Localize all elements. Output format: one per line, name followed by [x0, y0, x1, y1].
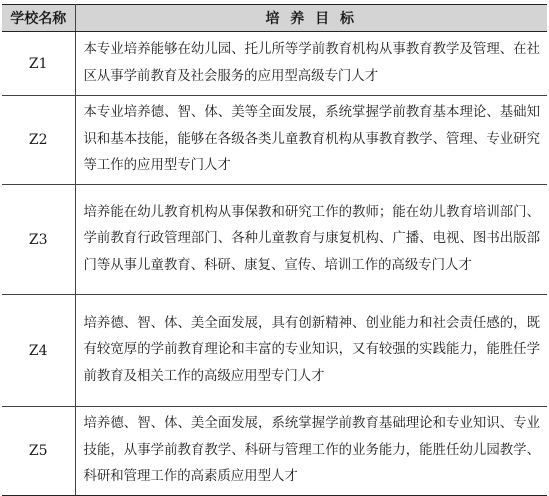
table-header — [2, 5, 547, 32]
training-goal-cell: 培养德、智、体、美全面发展，具有创新精神、创业能力和社会责任感的，既有较宽厚的学前教育理论和丰富的专业知识，又有较强的实践能力，能胜任学前教育及相关工作的高级应用型专门人才 — [75, 295, 547, 407]
training-goals-table — [2, 4, 547, 496]
table-row — [2, 185, 547, 295]
training-goal-cell: 本专业培养德、智、体、美等全面发展，系统掌握学前教育基本理论、基础知识和基本技能，能够在各级各类儿童教育机构从事教育教学、管理、专业研究等工作的应用型专门人才 — [75, 96, 547, 185]
school-code-cell: Z1 — [2, 32, 75, 96]
training-goal-cell: 本专业培养能够在幼儿园、托儿所等学前教育机构从事教育教学及管理、在社区从事学前教育及社会服务的应用型高级专门人才 — [75, 32, 547, 96]
training-goal-cell: 培养能在幼儿教育机构从事保教和研究工作的教师；能在幼儿教育培训部门、学前教育行政管理部门、各种儿童教育与康复机构、广播、电视、图书出版部门等从事儿童教育、科研、康复、宣传、培训工作的高级专门人才 — [75, 185, 547, 295]
header-training-goal: 培 养 目 标 — [75, 5, 547, 32]
school-code-cell: Z5 — [2, 407, 75, 496]
header-school-name: 学校名称 — [2, 5, 75, 32]
table-row — [2, 96, 547, 185]
table-row — [2, 407, 547, 496]
table-row — [2, 32, 547, 96]
header-row — [2, 5, 547, 32]
table-body — [2, 32, 547, 496]
table-row — [2, 295, 547, 407]
school-code-cell: Z2 — [2, 96, 75, 185]
school-code-cell: Z3 — [2, 185, 75, 295]
school-code-cell: Z4 — [2, 295, 75, 407]
training-goal-cell: 培养德、智、体、美全面发展，系统掌握学前教育基础理论和专业知识、专业技能，从事学前教育教学、科研与管理工作的业务能力，能胜任幼儿园教学、科研和管理工作的高素质应用型人才 — [75, 407, 547, 496]
